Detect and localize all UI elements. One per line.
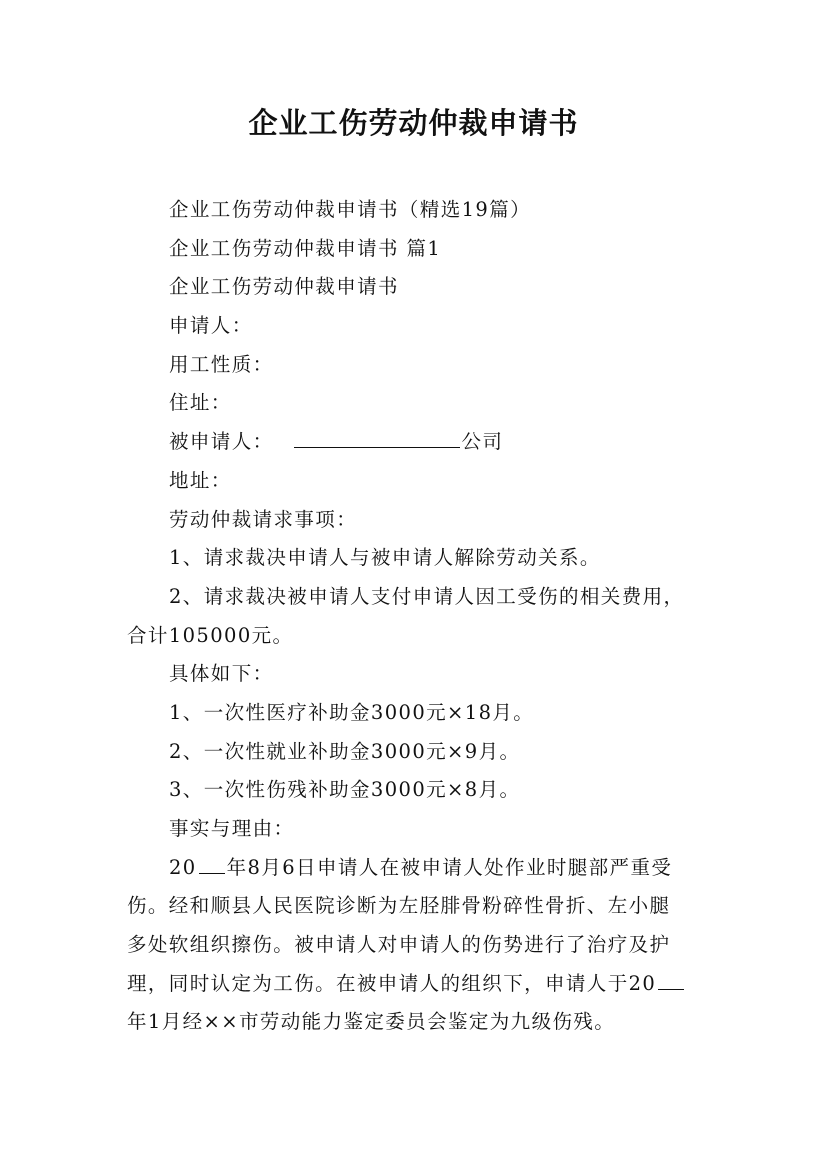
fact-line [127,849,712,888]
detail-item: 2、一次性就业补助金3000元×9月。 [169,739,521,763]
fact-text: 理，同时认定为工伤。在被申请人的组织下，申请人于20 [127,971,657,995]
detail-item: 3、一次性伤残补助金3000元×8月。 [169,778,521,802]
details-heading: 具体如下： [169,662,274,686]
year-blank [199,851,225,874]
fact-line: 年1月经××市劳动能力鉴定委员会鉴定为九级伤残。 [127,1010,616,1034]
year-blank [658,967,684,990]
fact-text: 年8月6日申请人在被申请人处作业时腿部严重受 [226,855,673,879]
paragraph-line: 企业工伤劳动仲裁申请书（精选19篇） [169,198,532,221]
address-line: 住址： [169,391,232,415]
detail-item: 1、一次性医疗补助金3000元×18月。 [169,700,535,724]
fact-line: 伤。经和顺县人民医院诊断为左胫腓骨粉碎性骨折、左小腿 [127,894,671,918]
respondent-name-blank [294,425,460,448]
respondent-label: 被申请人： [169,430,274,454]
paragraph-line: 企业工伤劳动仲裁申请书 篇1 [169,236,442,260]
respondent-address-line: 地址： [169,468,232,492]
year-prefix: 20 [169,855,197,879]
claims-heading: 劳动仲裁请求事项： [169,507,358,531]
applicant-line: 申请人： [169,314,253,338]
claim-item-continuation: 合计105000元。 [127,623,294,647]
facts-heading: 事实与理由： [169,817,295,840]
document-title: 企业工伤劳动仲裁申请书 [248,106,579,140]
claim-item: 2、请求裁决被申请人支付申请人因工受伤的相关费用， [169,584,685,608]
fact-line [127,965,712,1004]
respondent-line [127,423,712,462]
employment-nature-line: 用工性质： [169,352,274,376]
fact-line: 多处软组织擦伤。被申请人对申请人的伤势进行了治疗及护 [127,933,671,957]
claim-item: 1、请求裁决申请人与被申请人解除劳动关系。 [169,546,601,570]
document-body [127,191,712,1042]
paragraph-line: 企业工伤劳动仲裁申请书 [169,275,399,299]
respondent-suffix: 公司 [461,430,504,454]
